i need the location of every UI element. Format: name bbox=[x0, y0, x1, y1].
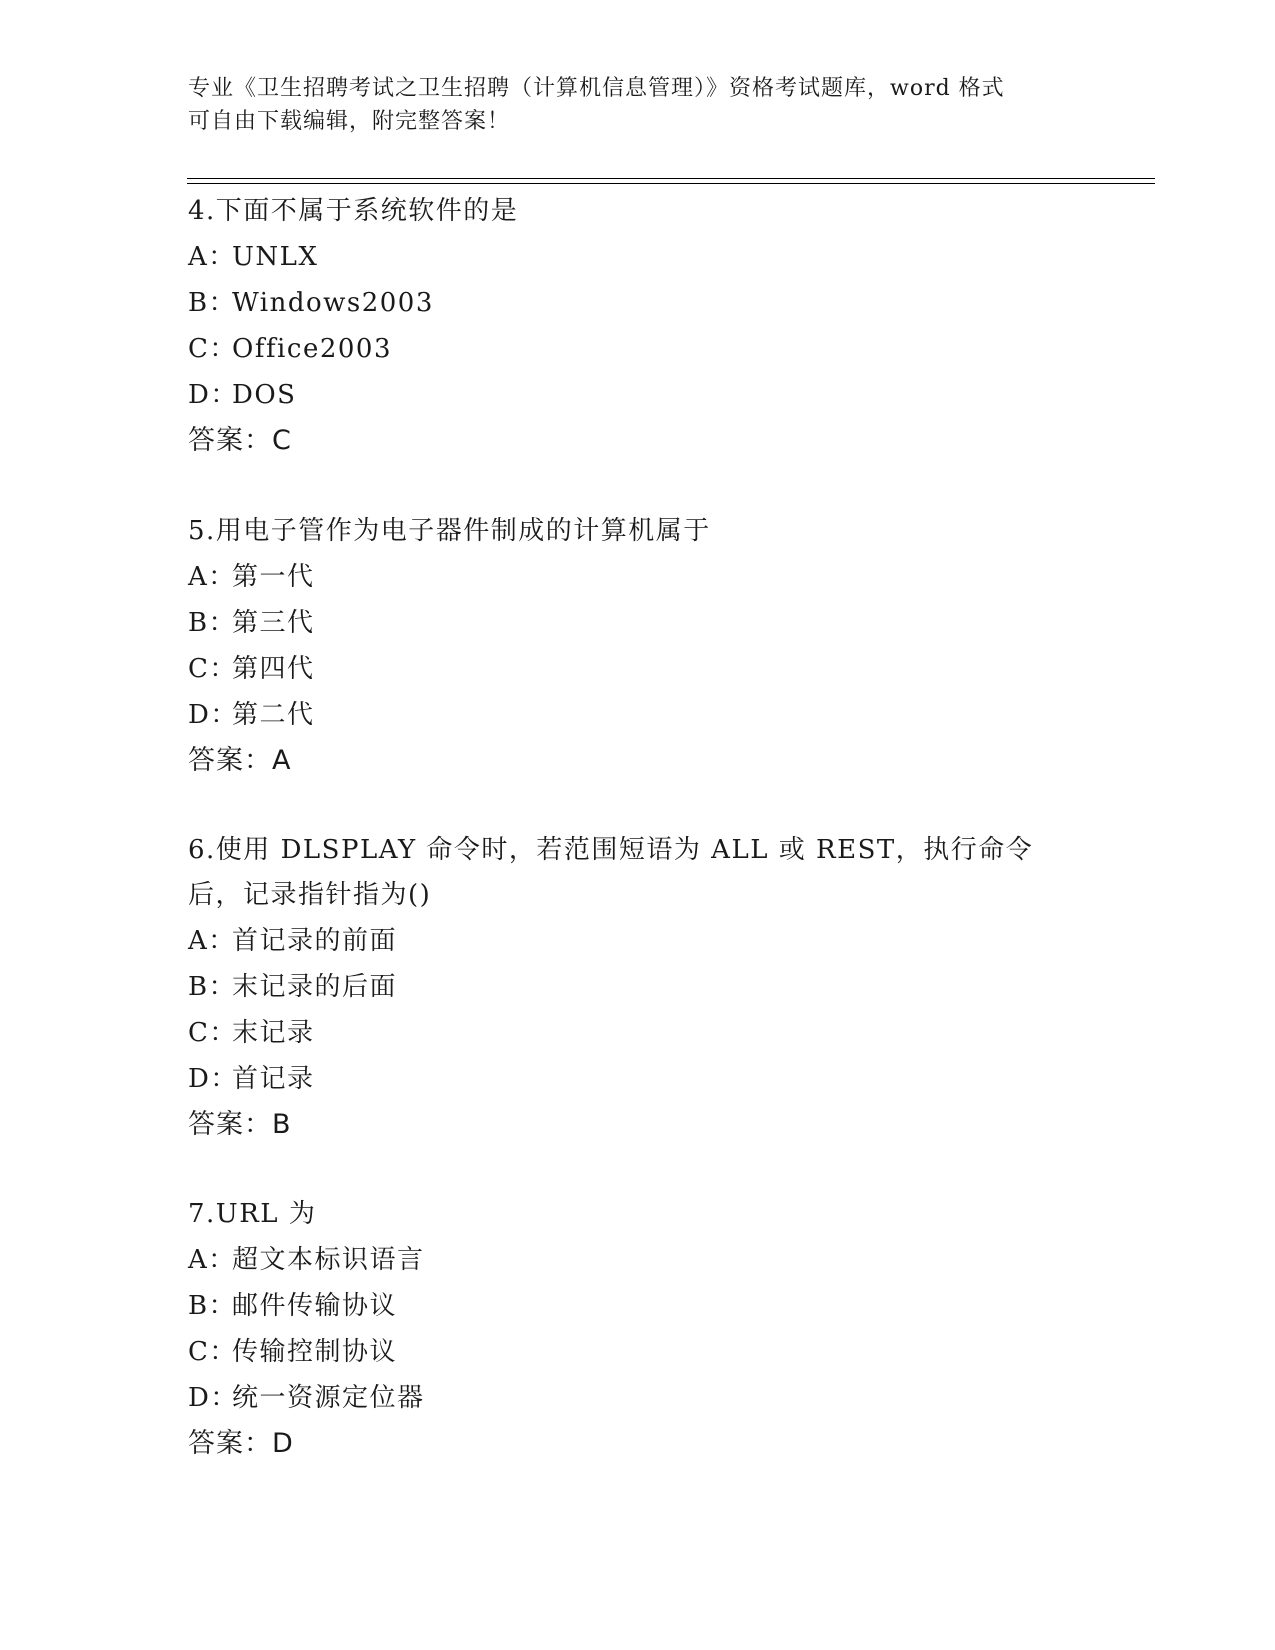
option-label: 末记录 bbox=[232, 1018, 315, 1048]
option-key: A： bbox=[188, 242, 236, 272]
option-d bbox=[188, 1375, 1088, 1421]
option-a bbox=[188, 918, 1088, 964]
option-label: 第一代 bbox=[232, 562, 315, 592]
option-key: B： bbox=[188, 972, 237, 1002]
option-label: 邮件传输协议 bbox=[232, 1291, 398, 1321]
option-label: 首记录的前面 bbox=[232, 926, 398, 956]
option-d bbox=[188, 372, 1088, 418]
option-label: 末记录的后面 bbox=[232, 972, 398, 1002]
option-key: B： bbox=[188, 608, 237, 638]
document-header bbox=[188, 72, 1088, 138]
question-text: 5.用电子管作为电子器件制成的计算机属于 bbox=[188, 516, 711, 546]
option-key: C： bbox=[188, 334, 237, 364]
option-label: 第四代 bbox=[232, 654, 315, 684]
option-b bbox=[188, 280, 1088, 326]
option-key: B： bbox=[188, 288, 237, 318]
option-b bbox=[188, 600, 1088, 646]
option-key: A： bbox=[188, 562, 236, 592]
option-c bbox=[188, 1329, 1088, 1375]
answer-text: 答案：D bbox=[188, 1428, 294, 1459]
option-key: C： bbox=[188, 1018, 237, 1048]
answer-text: 答案：C bbox=[188, 425, 292, 456]
option-key: B： bbox=[188, 1291, 237, 1321]
option-label: Windows2003 bbox=[232, 288, 434, 318]
option-label: UNLX bbox=[232, 242, 319, 272]
option-d bbox=[188, 692, 1088, 738]
question-text: 4.下面不属于系统软件的是 bbox=[188, 196, 519, 226]
option-label: 统一资源定位器 bbox=[232, 1383, 425, 1413]
option-b bbox=[188, 964, 1088, 1010]
option-key: D： bbox=[188, 1064, 238, 1094]
option-a bbox=[188, 554, 1088, 600]
question-block bbox=[188, 189, 1088, 464]
header-divider-top bbox=[187, 178, 1155, 179]
header-line-1: 专业《卫生招聘考试之卫生招聘（计算机信息管理）》资格考试题库，word 格式 bbox=[188, 76, 1005, 101]
answer-text: 答案：B bbox=[188, 1109, 292, 1140]
option-key: D： bbox=[188, 1383, 238, 1413]
option-c bbox=[188, 1010, 1088, 1056]
option-key: A： bbox=[188, 926, 236, 956]
header-line-2: 可自由下载编辑，附完整答案！ bbox=[188, 109, 511, 134]
option-key: D： bbox=[188, 380, 238, 410]
option-key: C： bbox=[188, 654, 237, 684]
option-key: D： bbox=[188, 700, 238, 730]
option-d bbox=[188, 1056, 1088, 1102]
option-label: 超文本标识语言 bbox=[232, 1245, 425, 1275]
option-label: 传输控制协议 bbox=[232, 1337, 398, 1367]
question-block bbox=[188, 828, 1088, 1148]
question-text: 6.使用 DLSPLAY 命令时，若范围短语为 ALL 或 REST，执行命令后，记录指针指为() bbox=[188, 835, 1034, 910]
option-key: A： bbox=[188, 1245, 236, 1275]
option-a bbox=[188, 234, 1088, 280]
option-key: C： bbox=[188, 1337, 237, 1367]
option-label: DOS bbox=[232, 380, 297, 410]
option-a bbox=[188, 1237, 1088, 1283]
question-text: 7.URL 为 bbox=[188, 1199, 317, 1229]
answer-text: 答案：A bbox=[188, 745, 292, 776]
option-b bbox=[188, 1283, 1088, 1329]
option-label: 第二代 bbox=[232, 700, 315, 730]
option-label: 第三代 bbox=[232, 608, 315, 638]
header-divider-bottom bbox=[187, 183, 1155, 184]
option-label: Office2003 bbox=[232, 334, 392, 364]
question-block bbox=[188, 1192, 1088, 1467]
option-c bbox=[188, 326, 1088, 372]
option-label: 首记录 bbox=[232, 1064, 315, 1094]
question-block bbox=[188, 509, 1088, 784]
option-c bbox=[188, 646, 1088, 692]
